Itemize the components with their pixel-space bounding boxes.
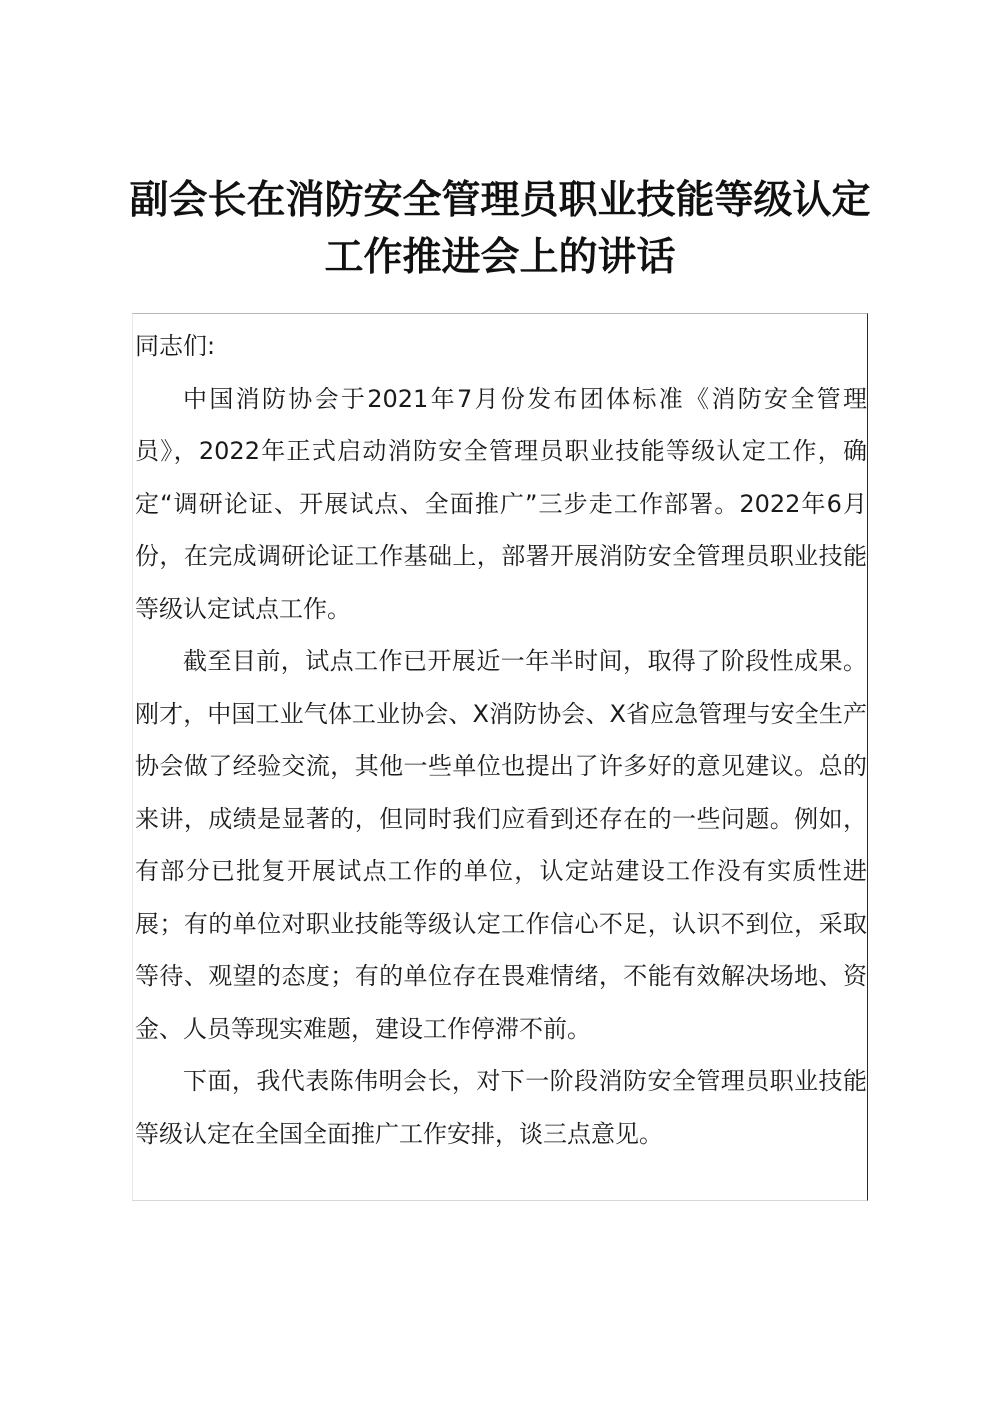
- document-title: 副会长在消防安全管理员职业技能等级认定工作推进会上的讲话: [129, 178, 871, 280]
- paragraph-2: 截至目前，试点工作已开展近一年半时间，取得了阶段性成果。刚才，中国工业气体工业协会、X消防协会、X省应急管理与安全生产协会做了经验交流，其他一些单位也提出了许多好的意见建议。总的来讲，成绩是显著的，但同时我们应看到还存在的一些问题。例如，有部分已批复开展试点工作的单位，认定站建设工作没有实质性进展；有的单位对职业技能等级认定工作信心不足，认识不到位，采取等待、观望的态度；有的单位存在畏难情绪，不能有效解决场地、资金、人员等现实难题，建设工作停滞不前。: [135, 647, 867, 1043]
- paragraph-3: 下面，我代表陈伟明会长，对下一阶段消防安全管理员职业技能等级认定在全国全面推广工作安排，谈三点意见。: [135, 1067, 867, 1148]
- greeting: 同志们:: [135, 332, 216, 360]
- body-text: [135, 320, 867, 1160]
- document-body: [132, 313, 868, 1201]
- paragraph-1: 中国消防协会于2021年7月份发布团体标准《消防安全管理员》，2022年正式启动消防安全管理员职业技能等级认定工作，确定“调研论证、开展试点、全面推广”三步走工作部署。2022年6月份，在完成调研论证工作基础上，部署开展消防安全管理员职业技能等级认定试点工作。: [135, 384, 867, 623]
